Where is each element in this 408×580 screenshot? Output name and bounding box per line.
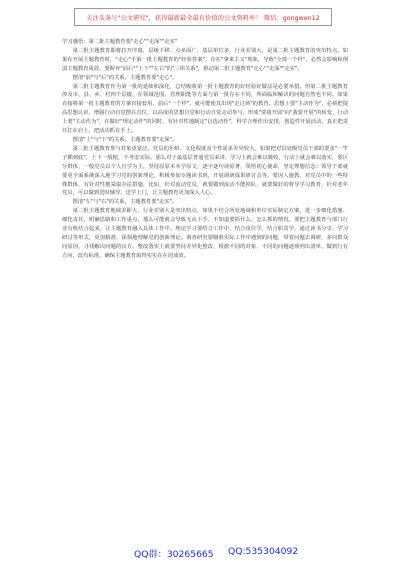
section-heading: 摆清"前"与"后"的关系，主题教育要"走心"。 (72, 74, 178, 81)
paragraph: 第二批主题教育即将拉开序幕，层级下移、点多面广，基层单位多、行业差别大，是第二批主题教育的突出特点。如果在开展主题教育时，"走心"手第一批主题教育的"经验答案"，存在"拿来主义"现象，导致"全部一个样"，必然会影响和削弱主题教育成效。要摒弃"前后""上下""左右"的"三组关系"，推动第二批主题教育"走心""走深""走实"。 (62, 47, 348, 72)
document-title: 学习感悟：第二批主题教育要"走心""走深""走实" (62, 39, 178, 45)
qq-number-text: QQ:535304092 (228, 546, 299, 557)
qq-group-text: QQ群：30265665 (134, 549, 214, 560)
section-heading: 摆清"左"与"右"的关系，主题教育要"走实"。 (72, 199, 178, 206)
paragraph: 第二批主题教育作为第一批的延续和深化，总结吸收第一批主题教育的好经验好做法是必要举措。但第二批主题教育涉及市、县、乡、村四个层级，在领域范围、管理职能等方面与第一批存在不同，所面临和解决的问题自然也不同。如果直接将第一批主题教育的方案直接套用，前后"一个样"，就可能使其出现"走过场"的教育。思想上要"主动作为"，必须把提高思想认识、增强行动自觉摆在首位，以高度的思想自觉和行动自觉走动参与，形成"要我开展"向"我要开展"的转变，行动上要"主动作为"，在做好"规定动作"的同时，有针对性地制定"自选动作"，科学合理作出安排，创造性开展活动，真正把责任扛在肩上，把活动抓在手上。 (62, 83, 348, 135)
document-body (62, 38, 348, 261)
footer (0, 546, 408, 562)
banner (74, 8, 332, 26)
banner-text: 关注头条号"公文研究"，获得最新最全最有价值的公文资料库！ 微信：gongwen12 (86, 14, 320, 22)
paragraph: 第二批主题教育地域差距大、行业差别大是突出特点，如果不结合所处地域和单位实际制定方案，进一步细化措施、细化责任，明确思路和工作重点，那么可能就会导致无从下手、不知道要抓什么、怎么抓的情况。要把主题教育与部门行业有机结合起来，让主题教育融入具体工作中。理论学习要结合工作中，结合岗位学，结合职责学，通过读书分享、学习研讨等形式，更加精准、深刻地理解党的创新理论。调查研究要瞄准实际工作中遇到的问题，带着问题去调研，多向群众问原因，寻找解决问题的良方。整改落实上就要坚持差异化整改，根据不同的对象、不同的问题逐项列出清单，做到行有方向，改有标准，确保主题教育取得实实在在的成效。 (62, 208, 348, 259)
paragraph: 第二批主题教育参与对象更宽泛，党员的年龄、文化程度及个性需求差异较大，如果把对县处级党员干部的要求"一竿子插到底"，上下一般粗，不考虑实际，那么对于最基层普通党员来讲，学习上就会难以吸收，行动上就会难以落实，要区分群体，一般党员以个人自学为主，坚持原原本本学原文，逐字逐句读原著，领悟初心使命，坚定理想信念；领导干部就要更全面系统深入地学习党的创新理论，积极参加专题读书班，开展调研成果研讨会等。要因人施教，对党员中的一些特殊群体，有针对性地采取办法措施，比如，针对流动党员，就要做到流动不能掉队、就要做好的督导学习教育，针对老年党员，可以做到送时辅导，送学上门，让主题教育更加深入人心。 (62, 145, 348, 197)
section-heading: 摆清"上"与"下"的关系，主题教育要"走深"。 (72, 136, 178, 143)
